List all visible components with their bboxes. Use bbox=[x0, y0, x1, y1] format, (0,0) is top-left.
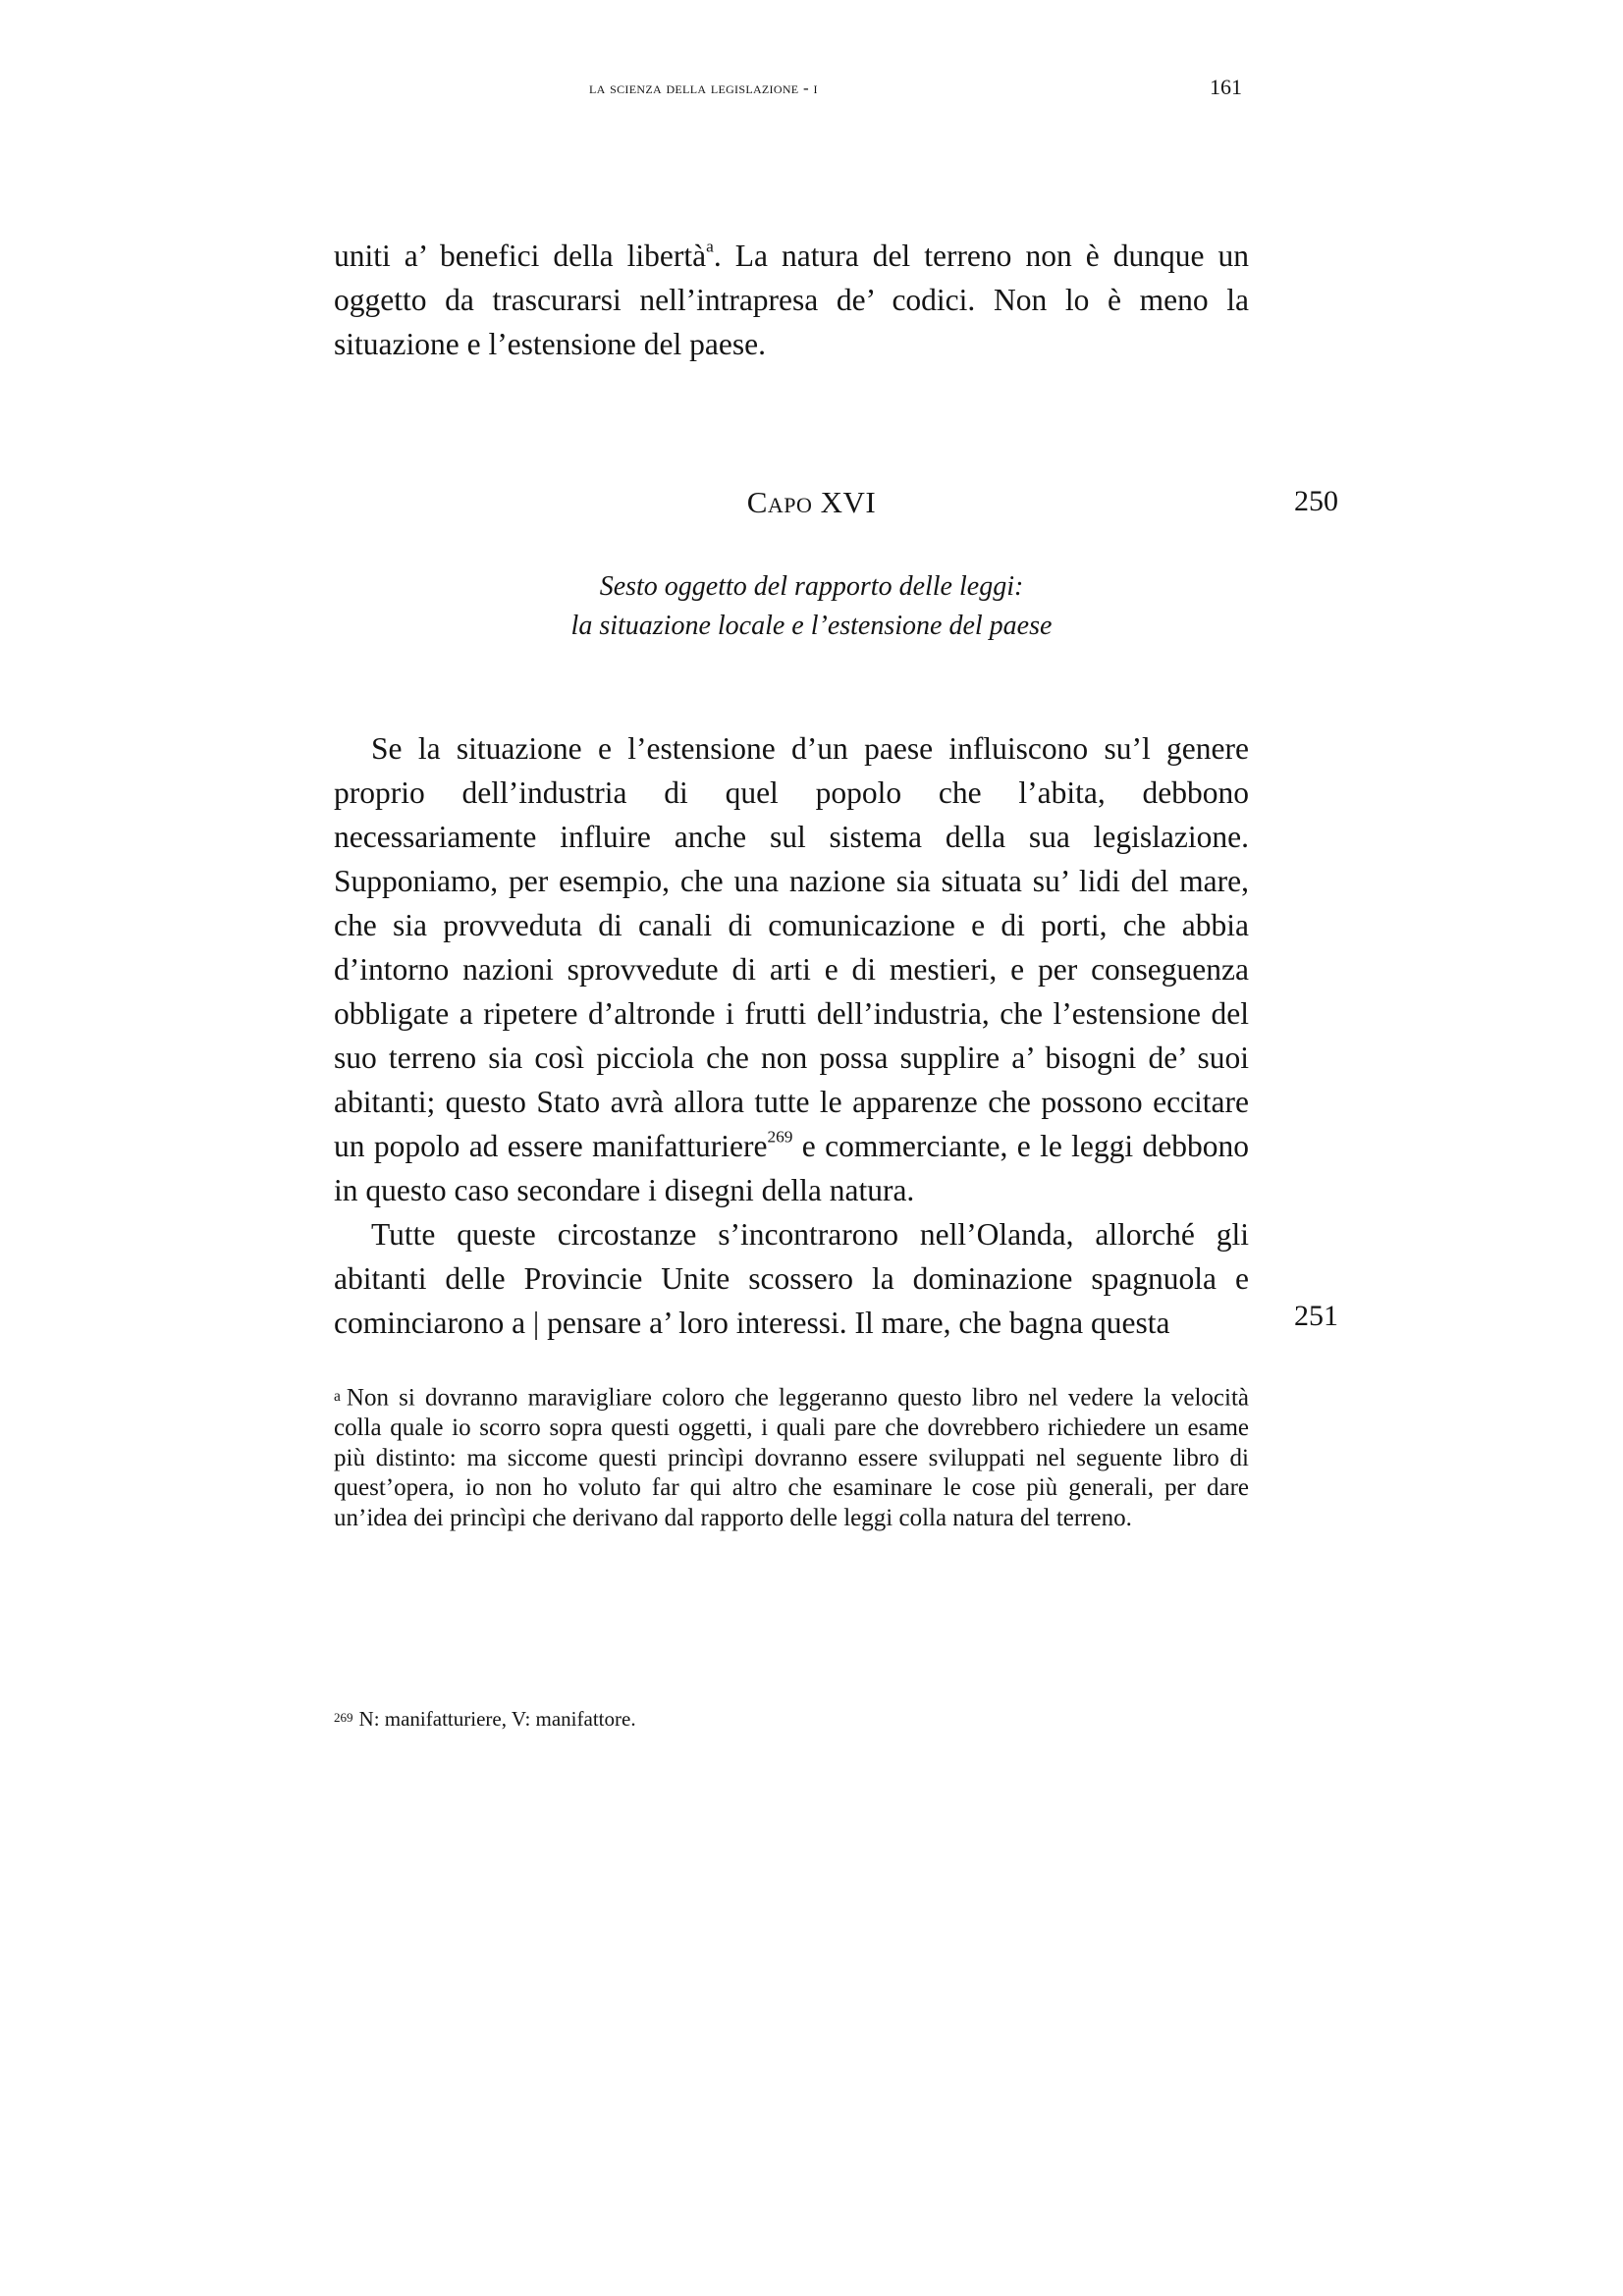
footnote-a-marker: a bbox=[334, 1388, 341, 1405]
chapter-title: Capo XVI bbox=[746, 485, 877, 519]
body-paragraph-1 bbox=[334, 726, 1249, 1212]
footnote-a-text: Non si dovranno maravigliare coloro che leggeranno questo libro nel vedere la velocità colla quale io scorro sopra questi oggetti, i quali pare che dovrebbero richiedere un esame più distinto: ma siccome questi princìpi dovranno essere sviluppati nel seguente libro di quest’opera, io non ho voluto far qui altro che esaminare le cose più generali, per dare un’idea dei princìpi che derivano dal rapporto delle leggi colla natura del terreno. bbox=[334, 1384, 1249, 1531]
running-head: la scienza della legislazione - i bbox=[589, 79, 818, 97]
page-number: 161 bbox=[1210, 75, 1242, 99]
footnote-269-marker: 269 bbox=[334, 1710, 353, 1725]
margin-page-number: 251 bbox=[1294, 1300, 1338, 1332]
margin-page-number: 250 bbox=[1294, 485, 1338, 517]
intro-text-after: . La natura del terreno non è dunque un oggetto da trascurarsi nell’intrapresa de’ codici. Non lo è meno la situazione e l’estensione del paese. bbox=[334, 239, 1249, 361]
intro-text-before: uniti a’ benefici della libertà bbox=[334, 239, 707, 273]
footnote-269 bbox=[334, 1704, 1249, 1733]
chapter-subtitle-line-2: la situazione locale e l’estensione del paese bbox=[570, 611, 1053, 641]
footnote-ref-269: 269 bbox=[767, 1127, 793, 1147]
intro-paragraph bbox=[334, 234, 1249, 366]
footnote-269-text: N: manifatturiere, V: manifattore. bbox=[358, 1706, 636, 1731]
chapter-body bbox=[334, 726, 1249, 1345]
body-paragraph-2: Tutte queste circostanze s’incontrarono nell’Olanda, allorché gli abitanti delle Provincie Unite scossero la dominazione spagnuola e cominciarono a | pensare a’ loro interessi. Il mare, che bagna questa bbox=[334, 1217, 1249, 1340]
footnote-a bbox=[334, 1382, 1249, 1533]
paragraph-1-text-end: e commerciante, e le leggi debbono in questo caso secondare i disegni della natura. bbox=[334, 1129, 1249, 1207]
chapter-subtitle-line-1: Sesto oggetto del rapporto delle leggi: bbox=[599, 571, 1024, 602]
footnote-ref-a: a bbox=[706, 237, 714, 256]
paragraph-1-text: Se la situazione e l’estensione d’un paese influiscono su’l genere proprio dell’industria di quel popolo che l’abita, debbono necessariamente influire anche sul sistema della sua legislazione. Supponiamo, per esempio, che una nazione sia situata su’ lidi del mare, che sia provveduta di canali di comunicazione e di porti, che abbia d’intorno nazioni sprovvedute di arti e di mestieri, e per conseguenza obbligate a ripetere d’altronde i frutti dell’industria, che l’estensione del suo terreno sia così picciola che non possa supplire a’ bisogni de’ suoi abitanti; questo Stato avrà allora tutte le apparenze che possono eccitare un popolo ad essere manifatturiere bbox=[334, 731, 1249, 1163]
